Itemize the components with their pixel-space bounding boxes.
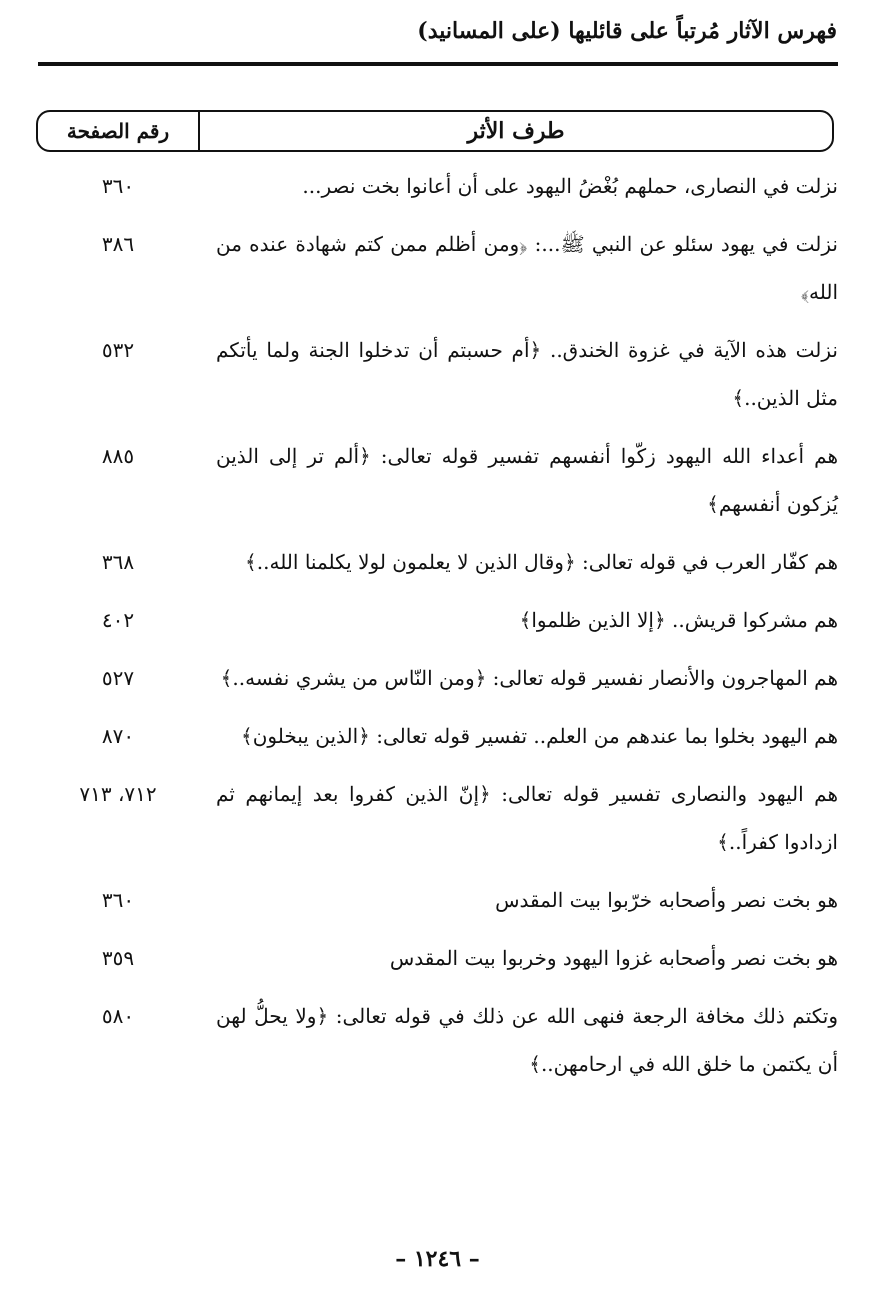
header-rule: [38, 62, 838, 66]
list-item: [38, 220, 838, 316]
column-divider: [198, 112, 200, 150]
running-head: فهرس الآثار مُرتباً على قائليها (على المسانيد): [417, 18, 837, 44]
column-header-narration: طرف الأثر: [467, 118, 565, 144]
entry-text: هم كفّار العرب في قوله تعالى: ﴿وقال الذين لا يعلمون لولا يكلمنا الله..﴾: [245, 550, 838, 574]
entry-text: هو بخت نصر وأصحابه خرّبوا بيت المقدس: [495, 888, 838, 912]
entry-text: نزلت في النصارى، حملهم بُغْضُ اليهود على أن أعانوا بخت نصر...: [302, 174, 838, 198]
entry-page-number: ٥٨٠: [101, 1004, 135, 1028]
entry-text: نزلت هذه الآية في غزوة الخندق.. ﴿أم حسبتم أن تدخلوا الجنة ولما يأتكم مثل الذين..﴾: [216, 338, 838, 410]
entry-text: هم المهاجرون والأنصار نفسير قوله تعالى: ﴿ومن النّاس من يشري نفسه..﴾: [220, 666, 838, 690]
entries-list: [38, 162, 838, 1098]
entry-page-number: ٤٠٢: [101, 608, 135, 632]
entry-page-number: ٣٥٩: [101, 946, 135, 970]
list-item: [38, 596, 838, 644]
entry-text: هم اليهود بخلوا بما عندهم من العلم.. تفسير قوله تعالى: ﴿الذين يبخلون﴾: [241, 724, 838, 748]
entry-page-number: ٣٦٨: [101, 550, 135, 574]
entry-text: هم مشركوا قريش.. ﴿إلا الذين ظلموا﴾: [519, 608, 838, 632]
entry-page-number: ٥٣٢: [101, 338, 135, 362]
entry-text: وتكتم ذلك مخافة الرجعة فنهى الله عن ذلك في قوله تعالى: ﴿ولا يحلُّ لهن أن يكتمن ما خلق الله في ارحامهن..﴾: [216, 1004, 838, 1076]
entry-page-number: ٣٦٠: [101, 174, 135, 198]
list-item: [38, 538, 838, 586]
entry-text: هو بخت نصر وأصحابه غزوا اليهود وخربوا بيت المقدس: [389, 946, 838, 970]
entry-text: نزلت في يهود سئلو عن النبي ﷺ...: ﴿ومن أظلم ممن كتم شهادة عنده من الله﴾: [216, 232, 838, 304]
list-item: [38, 876, 838, 924]
entry-text: هم اليهود والنصارى تفسير قوله تعالى: ﴿إنّ الذين كفروا بعد إيمانهم ثم ازدادوا كفراً..﴾: [216, 782, 838, 854]
entry-page-number: ٧١٢، ٧١٣: [79, 782, 157, 806]
list-item: [38, 934, 838, 982]
list-item: [38, 992, 838, 1088]
list-item: [38, 712, 838, 760]
table-header: [36, 110, 834, 152]
entry-page-number: ٨٧٠: [101, 724, 135, 748]
page-number: – ١٢٤٦ –: [395, 1246, 480, 1272]
entry-page-number: ٥٢٧: [101, 666, 135, 690]
list-item: [38, 432, 838, 528]
entry-text: هم أعداء الله اليهود زكّوا أنفسهم تفسير قوله تعالى: ﴿ألم تر إلى الذين يُزكون أنفسهم﴾: [216, 444, 838, 516]
list-item: [38, 326, 838, 422]
entry-page-number: ٣٦٠: [101, 888, 135, 912]
entry-page-number: ٨٨٥: [101, 444, 135, 468]
entry-page-number: ٣٨٦: [101, 232, 135, 256]
list-item: [38, 162, 838, 210]
list-item: [38, 654, 838, 702]
column-header-page: رقم الصفحة: [66, 119, 170, 143]
list-item: [38, 770, 838, 866]
